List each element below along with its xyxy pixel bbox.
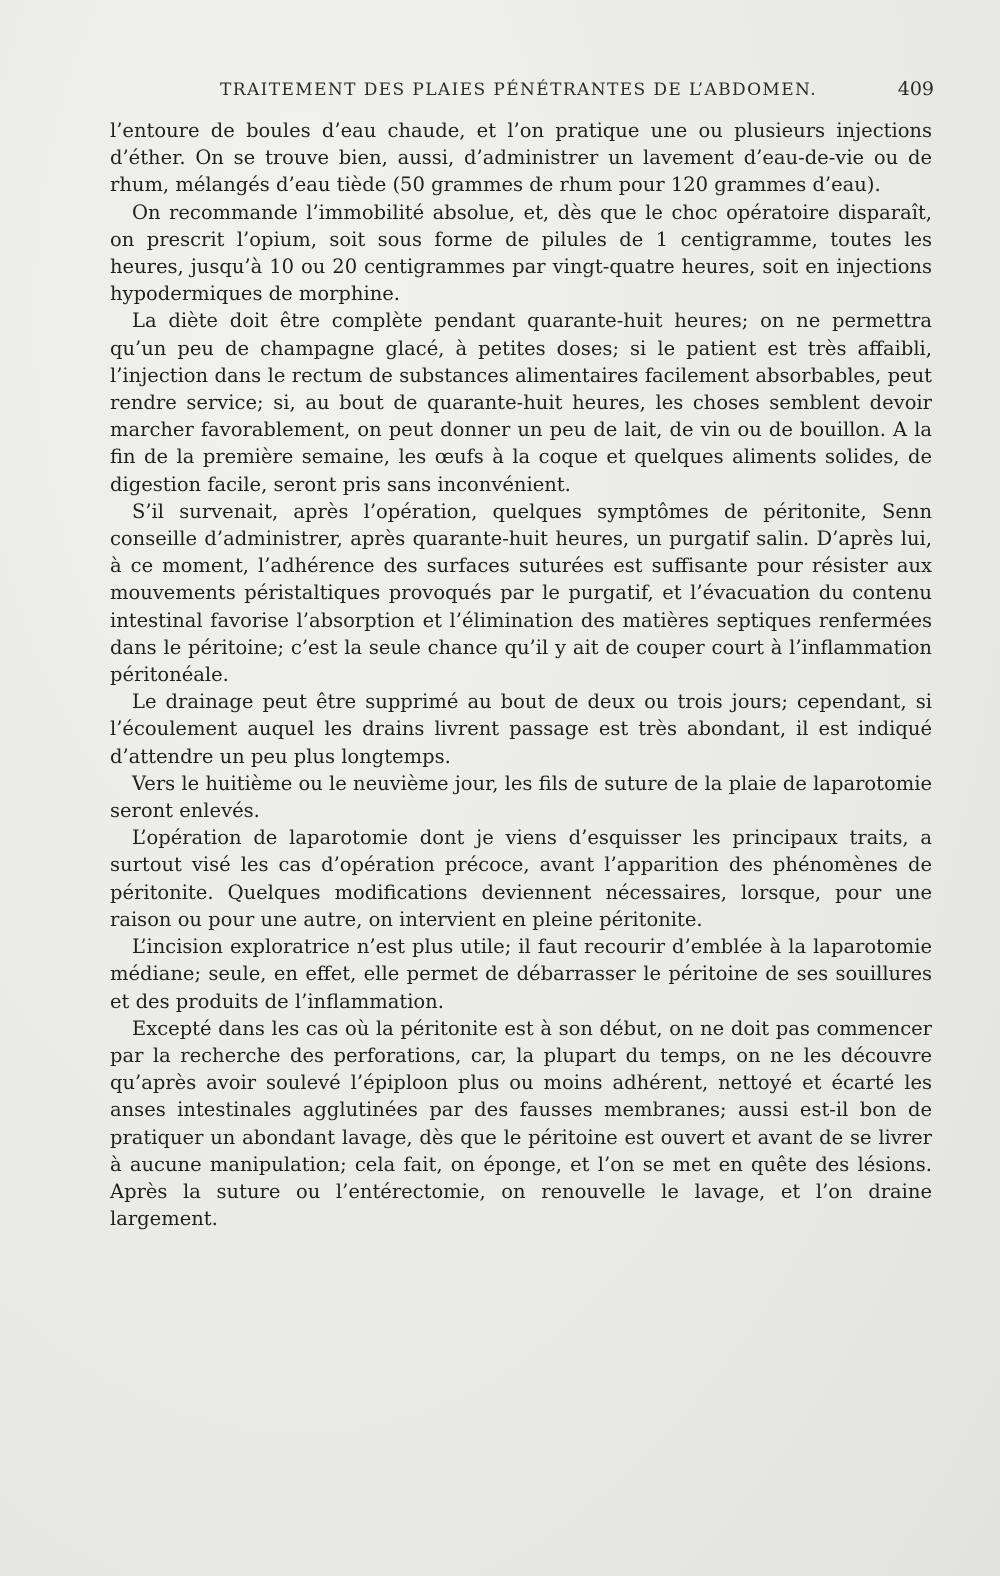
running-head <box>110 80 934 106</box>
paragraph: L’opération de laparotomie dont je viens d’esquisser les principaux traits, a surtout visé les cas d’opération précoce, avant l’apparition des phénomènes de péritonite. Quelques modifications deviennent nécessaires, lorsque, pour une raison ou pour une autre, on intervient en pleine péritonite. <box>110 826 932 931</box>
paragraph: Vers le huitième ou le neuvième jour, les fils de suture de la plaie de laparotomie seront enlevés. <box>110 771 932 823</box>
paragraph: Le drainage peut être supprimé au bout de deux ou trois jours; cependant, si l’écoulement auquel les drains livrent passage est très abondant, il est indiqué d’attendre un peu plus longtemps. <box>110 690 932 768</box>
page-number: 409 <box>897 78 934 100</box>
paragraph: On recommande l’immobilité absolue, et, dès que le choc opératoire disparaît, on prescrit l’opium, soit sous forme de pilules de 1 centigramme, toutes les heures, jusqu’à 10 ou 20 centigrammes par vingt-quatre heures, soit en injections hypodermiques de morphine. <box>110 200 932 306</box>
running-title: TRAITEMENT DES PLAIES PÉNÉTRANTES DE L’ABDOMEN. <box>220 80 818 100</box>
body-text <box>110 117 932 1232</box>
paragraph: Excepté dans les cas où la péritonite est à son début, on ne doit pas commencer par la recherche des perforations, car, la plupart du temps, on ne les découvre qu’après avoir soulevé l’épiploon plus ou moins adhérent, nettoyé et écarté les anses intestinales agglutinées par des fausses membranes; aussi est-il bon de pratiquer un abondant lavage, dès que le péritoine est ouvert et avant de se livrer à aucune manipulation; cela fait, on éponge, et l’on se met en quête des lésions. Après la suture ou l’entérectomie, on renouvelle le lavage, et l’on draine largement. <box>110 1016 932 1231</box>
paragraph: S’il survenait, après l’opération, quelques symptômes de péritonite, Senn conseille d’administrer, après quarante-huit heures, un purgatif salin. D’après lui, à ce moment, l’adhérence des surfaces suturées est suffisante pour résister aux mouvements péristaltiques provoqués par le purgatif, et l’évacuation du contenu intestinal favorise l’absorption et l’élimination des matières septiques renfermées dans le péritoine; c’est la seule chance qu’il y ait de couper court à l’inflammation péritonéale. <box>110 499 932 687</box>
paragraph-continued: l’entoure de boules d’eau chaude, et l’on pratique une ou plusieurs injections d’éther. On se trouve bien, aussi, d’administrer un lavement d’eau-de-vie ou de rhum, mélangés d’eau tiède (50 grammes de rhum pour 120 grammes d’eau). <box>110 119 932 197</box>
paragraph: La diète doit être complète pendant quarante-huit heures; on ne permettra qu’un peu de champagne glacé, à petites doses; si le patient est très affaibli, l’injection dans le rectum de substances alimentaires facilement absorbables, peut rendre service; si, au bout de quarante-huit heures, les choses semblent devoir marcher favorablement, on peut donner un peu de lait, de vin ou de bouillon. A la fin de la première semaine, les œufs à la coque et quelques aliments solides, de digestion facile, seront pris sans inconvénient. <box>110 309 932 496</box>
paragraph: L’incision exploratrice n’est plus utile; il faut recourir d’emblée à la laparotomie médiane; seule, en effet, elle permet de débarrasser le péritoine de ses souillures et des produits de l’inflammation. <box>110 935 932 1013</box>
